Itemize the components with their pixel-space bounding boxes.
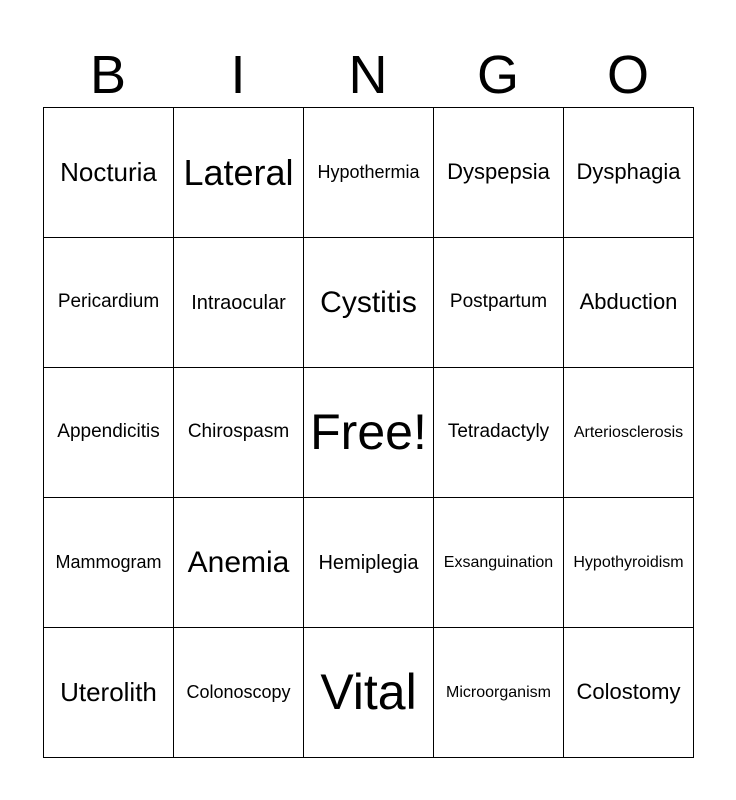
board-row	[44, 628, 694, 758]
cell-label: Dysphagia	[576, 159, 681, 185]
cell-label: Lateral	[183, 151, 294, 193]
bingo-cell[interactable]	[304, 108, 434, 238]
bingo-cell[interactable]	[44, 238, 174, 368]
cell-label: Hypothermia	[317, 161, 420, 182]
cell-label: Uterolith	[60, 677, 157, 708]
cell-label: Colostomy	[576, 679, 681, 705]
cell-label: Abduction	[579, 289, 678, 315]
cell-label: Dyspepsia	[447, 159, 550, 185]
cell-label: Tetradactyly	[447, 421, 550, 443]
cell-label: Arteriosclerosis	[573, 423, 684, 441]
bingo-cell[interactable]	[564, 498, 694, 628]
header-letter-b: B	[89, 45, 127, 105]
cell-label: Nocturia	[60, 157, 157, 188]
bingo-cell[interactable]	[44, 108, 174, 238]
board-row	[44, 498, 694, 628]
free-space-cell[interactable]	[304, 368, 434, 498]
bingo-cell[interactable]	[564, 108, 694, 238]
cell-label: Cystitis	[320, 286, 417, 319]
cell-label: Vital	[320, 664, 417, 720]
board-row	[44, 238, 694, 368]
bingo-cell[interactable]	[434, 238, 564, 368]
header-letter-g: G	[476, 45, 519, 105]
cell-label: Intraocular	[191, 291, 286, 314]
cell-label: Hemiplegia	[318, 551, 419, 574]
bingo-cell[interactable]	[174, 498, 304, 628]
header-letter-n: N	[348, 45, 388, 105]
cell-label: Appendicitis	[57, 421, 160, 443]
bingo-cell[interactable]	[434, 368, 564, 498]
board-row	[44, 368, 694, 498]
bingo-cell[interactable]	[304, 628, 434, 758]
bingo-cell[interactable]	[304, 238, 434, 368]
bingo-cell[interactable]	[304, 498, 434, 628]
cell-label: Colonoscopy	[186, 681, 291, 702]
bingo-cell[interactable]	[434, 628, 564, 758]
cell-label: Postpartum	[449, 291, 548, 313]
bingo-cell[interactable]	[564, 628, 694, 758]
cell-label: Pericardium	[57, 291, 160, 313]
bingo-cell[interactable]	[434, 108, 564, 238]
cell-label: Exsanguination	[443, 553, 554, 571]
bingo-header	[43, 44, 693, 106]
bingo-cell[interactable]	[174, 628, 304, 758]
bingo-cell[interactable]	[44, 628, 174, 758]
bingo-cell[interactable]	[174, 238, 304, 368]
bingo-cell[interactable]	[564, 238, 694, 368]
cell-label: Chirospasm	[187, 421, 290, 443]
bingo-cell[interactable]	[44, 498, 174, 628]
cell-label: Anemia	[187, 546, 290, 579]
header-letter-i: I	[230, 45, 246, 105]
cell-label: Hypothyroidism	[573, 553, 684, 571]
bingo-cell[interactable]	[434, 498, 564, 628]
cell-label: Mammogram	[55, 551, 162, 572]
bingo-cell[interactable]	[174, 108, 304, 238]
free-space-label: Free!	[310, 404, 427, 460]
bingo-cell[interactable]	[564, 368, 694, 498]
header-letter-o: O	[606, 45, 649, 105]
board-row	[44, 108, 694, 238]
bingo-cell[interactable]	[174, 368, 304, 498]
bingo-board	[43, 107, 694, 758]
cell-label: Microorganism	[446, 683, 551, 701]
bingo-cell[interactable]	[44, 368, 174, 498]
